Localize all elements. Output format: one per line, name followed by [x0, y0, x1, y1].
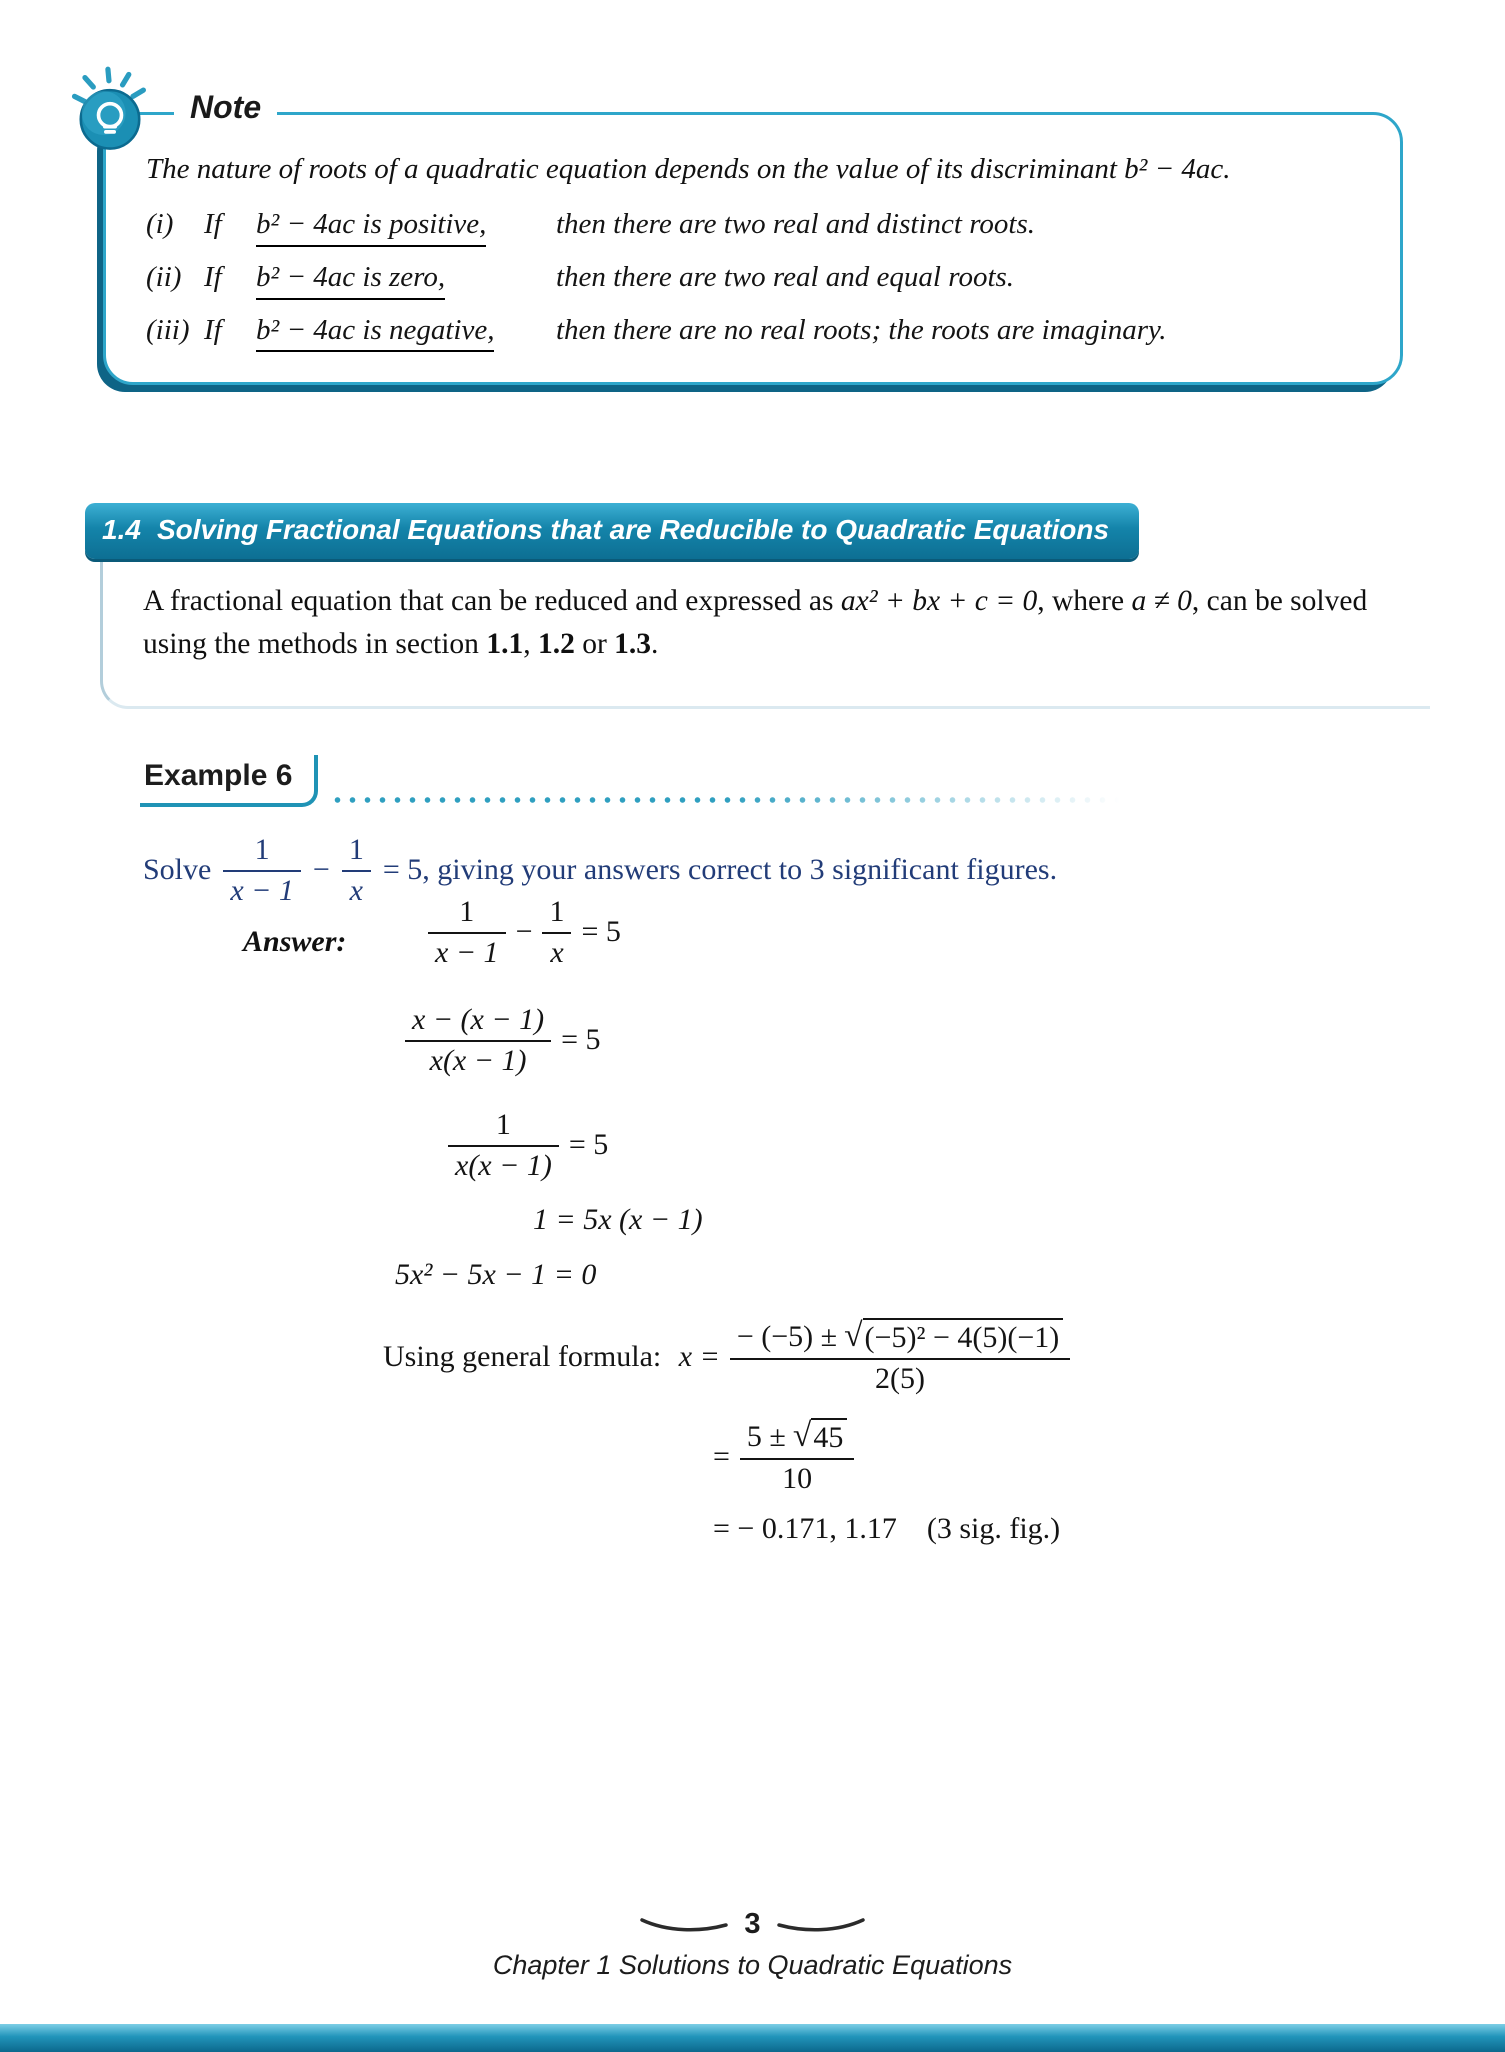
- equation-rhs: = 5: [561, 1023, 601, 1057]
- note-item-number: (i): [146, 208, 174, 241]
- note-item-condition: b² − 4ac is zero,: [256, 259, 445, 300]
- answer-label: Answer:: [243, 925, 347, 958]
- swoosh-left-icon: [640, 1916, 728, 1934]
- equals-sign: =: [713, 1439, 730, 1473]
- minus-operator: −: [515, 915, 533, 949]
- fraction-bar: [342, 870, 371, 872]
- denominator: x − 1: [435, 935, 499, 969]
- note-item-keyword: If: [204, 260, 222, 293]
- numerator: [730, 1318, 1070, 1355]
- note-item-result: then there are two real and equal roots.: [556, 260, 1015, 293]
- note-item-condition: b² − 4ac is positive,: [256, 206, 486, 247]
- radicand: (−5)² − 4(5)(−1): [863, 1318, 1064, 1355]
- inline-equation: a ≠ 0: [1131, 585, 1192, 617]
- numerator: 1: [459, 895, 475, 928]
- fraction: [342, 833, 371, 907]
- denominator: x(x − 1): [455, 1148, 552, 1182]
- equation-rhs: = 5: [568, 1128, 609, 1162]
- solve-suffix: = 5, giving your answers correct to 3 significant figures.: [382, 853, 1058, 887]
- example-label: [140, 755, 318, 807]
- fraction-bar: [542, 932, 571, 934]
- body-text: ,: [523, 627, 538, 660]
- note-item-number: (ii): [146, 260, 182, 293]
- note-item-keyword: If: [204, 313, 222, 346]
- fraction: [730, 1318, 1070, 1395]
- body-text: , can be solved using the methods in section: [143, 585, 1375, 660]
- radicand: 45: [811, 1418, 847, 1455]
- answer-step-5: 5x² − 5x − 1 = 0: [395, 1258, 597, 1291]
- note-list: [146, 206, 1360, 352]
- note-item-condition: b² − 4ac is negative,: [256, 312, 494, 353]
- section-number: 1.4: [102, 514, 141, 545]
- note-item-result: then there are no real roots; the roots are imaginary.: [556, 313, 1167, 346]
- lightbulb-icon-wrap: [62, 63, 158, 164]
- section-reference: 1.1: [486, 627, 524, 660]
- body-text: A fractional equation that can be reduced and expressed as: [143, 585, 841, 617]
- page-number: 3: [744, 1908, 761, 1940]
- inline-equation: ax² + bx + c = 0: [840, 585, 1038, 617]
- fraction-bar: [428, 932, 506, 934]
- note-item-keyword: If: [204, 208, 222, 241]
- answer-step-7: [713, 1418, 854, 1495]
- body-text: .: [651, 627, 659, 660]
- denominator: 10: [782, 1461, 813, 1495]
- fraction-bar: [223, 870, 301, 872]
- section-paragraph: [143, 580, 1413, 666]
- square-root: [793, 1418, 847, 1455]
- body-text: or: [574, 627, 615, 660]
- square-root: [844, 1318, 1063, 1355]
- body-text: , where: [1037, 585, 1132, 617]
- answer-step-4: 1 = 5x (x − 1): [533, 1203, 703, 1236]
- numerator: [740, 1418, 854, 1455]
- denominator: x(x − 1): [429, 1043, 527, 1077]
- chapter-title: Chapter 1 Solutions to Quadratic Equations: [492, 1950, 1013, 1980]
- section-reference: 1.3: [614, 627, 652, 660]
- section-title: Solving Fractional Equations that are Reducible to Quadratic Equations: [156, 514, 1110, 545]
- bottom-decoration-bar: [0, 2024, 1505, 2052]
- fraction-bar: [740, 1458, 854, 1460]
- lightbulb-icon: [62, 63, 158, 159]
- radical-sign: √: [792, 1417, 812, 1454]
- fraction-bar: [448, 1145, 559, 1147]
- fraction-bar: [730, 1358, 1070, 1360]
- numerator: 1: [348, 833, 364, 866]
- fraction: [740, 1418, 854, 1495]
- formula-variable: x =: [678, 1339, 720, 1373]
- denominator: x − 1: [230, 873, 294, 907]
- numerator: 1: [495, 1108, 511, 1141]
- equation-rhs: = 5: [581, 915, 621, 949]
- denominator: x: [550, 935, 564, 969]
- minus-operator: −: [312, 853, 330, 887]
- swoosh-right-icon: [777, 1916, 865, 1934]
- fraction: [448, 1108, 559, 1182]
- denominator: x: [349, 873, 363, 907]
- note-box: [103, 89, 1403, 385]
- note-intro: The nature of roots of a quadratic equation depends on the value of its discriminant b² − 4ac.: [146, 153, 1231, 185]
- numerator: 1: [254, 833, 270, 866]
- problem-statement: [143, 833, 1057, 907]
- dotted-leader-line: [330, 796, 1120, 804]
- answer-step-8: = − 0.171, 1.17 (3 sig. fig.): [713, 1512, 1061, 1545]
- answer-step-2: [405, 1003, 601, 1077]
- numerator: x − (x − 1): [412, 1003, 545, 1036]
- answer-step-3: [448, 1108, 608, 1182]
- fraction-bar: [405, 1040, 551, 1042]
- note-item-result: then there are two real and distinct roots.: [556, 208, 1035, 241]
- note-item-number: (iii): [146, 313, 190, 346]
- denominator: 2(5): [875, 1361, 926, 1395]
- page-number-row: [0, 1908, 1505, 1941]
- example-label-text: Example 6: [144, 759, 293, 792]
- numerator-prefix: − (−5) ±: [736, 1319, 838, 1353]
- numerator-prefix: 5 ±: [746, 1419, 786, 1453]
- answer-step-6: [383, 1318, 1070, 1395]
- note-title: Note: [174, 89, 277, 126]
- fraction: [405, 1003, 551, 1077]
- solve-prefix: Solve: [143, 853, 212, 887]
- radical-sign: √: [844, 1317, 863, 1354]
- fraction: [223, 833, 301, 907]
- section-reference: 1.2: [537, 627, 575, 660]
- section-heading: [85, 503, 1139, 559]
- formula-label: Using general formula:: [383, 1339, 669, 1373]
- numerator: 1: [549, 895, 565, 928]
